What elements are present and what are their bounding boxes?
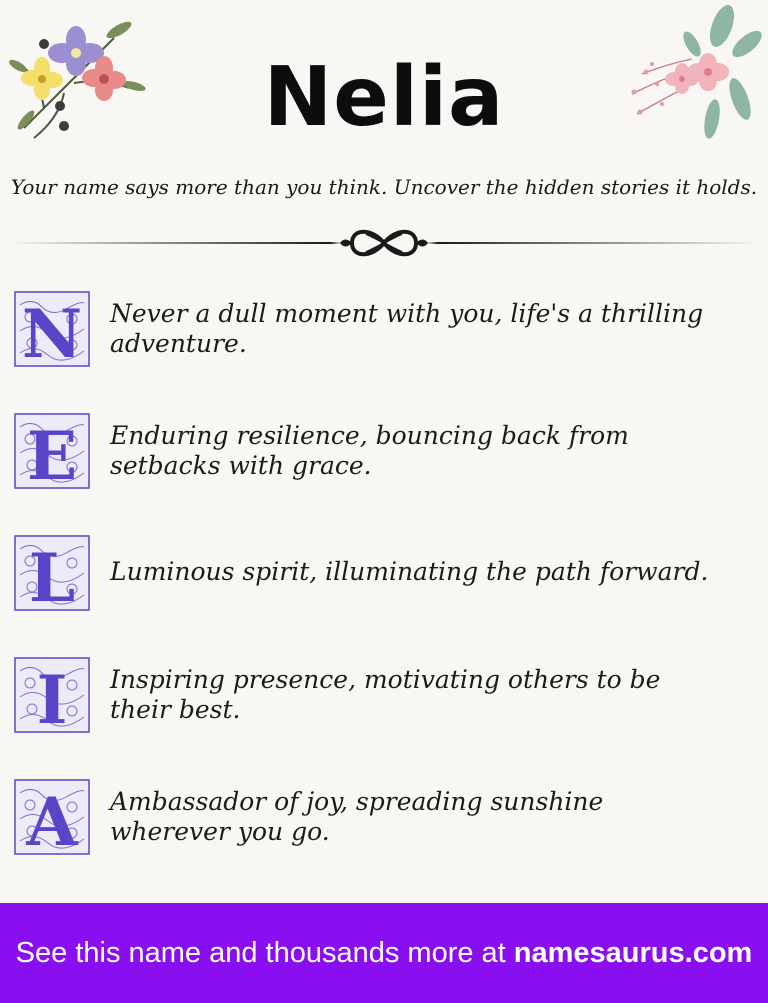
initial-letter: L: [28, 539, 76, 611]
illuminated-initial: [14, 413, 90, 489]
initial-letter: E: [26, 417, 78, 489]
initial-letter: I: [36, 661, 68, 733]
letter-meaning: Never a dull moment with you, life's a thrilling adventure.: [110, 299, 704, 358]
initial-letter: A: [26, 783, 78, 855]
list-item: [0, 653, 768, 737]
page-title: Nelia: [263, 50, 505, 145]
letter-meaning: Enduring resilience, bouncing back from setbacks with grace.: [110, 421, 629, 480]
footer-prefix: See this name and thousands more at: [15, 936, 514, 969]
initial-letter: N: [21, 295, 83, 367]
illuminated-initial: [14, 657, 90, 733]
illuminated-initial: [14, 291, 90, 367]
ornamental-divider-icon: [0, 222, 768, 264]
letter-meaning: Luminous spirit, illuminating the path forward.: [110, 557, 709, 586]
illuminated-initial: [14, 535, 90, 611]
footer-banner: [0, 903, 768, 1003]
page-tagline: Your name says more than you think. Uncover the hidden stories it holds.: [10, 175, 758, 199]
list-item: [0, 409, 768, 493]
letter-meaning: Inspiring presence, motivating others to be their best.: [110, 665, 661, 724]
list-item: [0, 531, 768, 615]
footer-brand-link[interactable]: namesaurus.com: [513, 936, 753, 969]
list-item: [0, 287, 768, 371]
letter-meaning: Ambassador of joy, spreading sunshine wherever you go.: [110, 787, 604, 846]
list-item: [0, 775, 768, 859]
illuminated-initial: [14, 779, 90, 855]
footer-text: [16, 937, 753, 970]
